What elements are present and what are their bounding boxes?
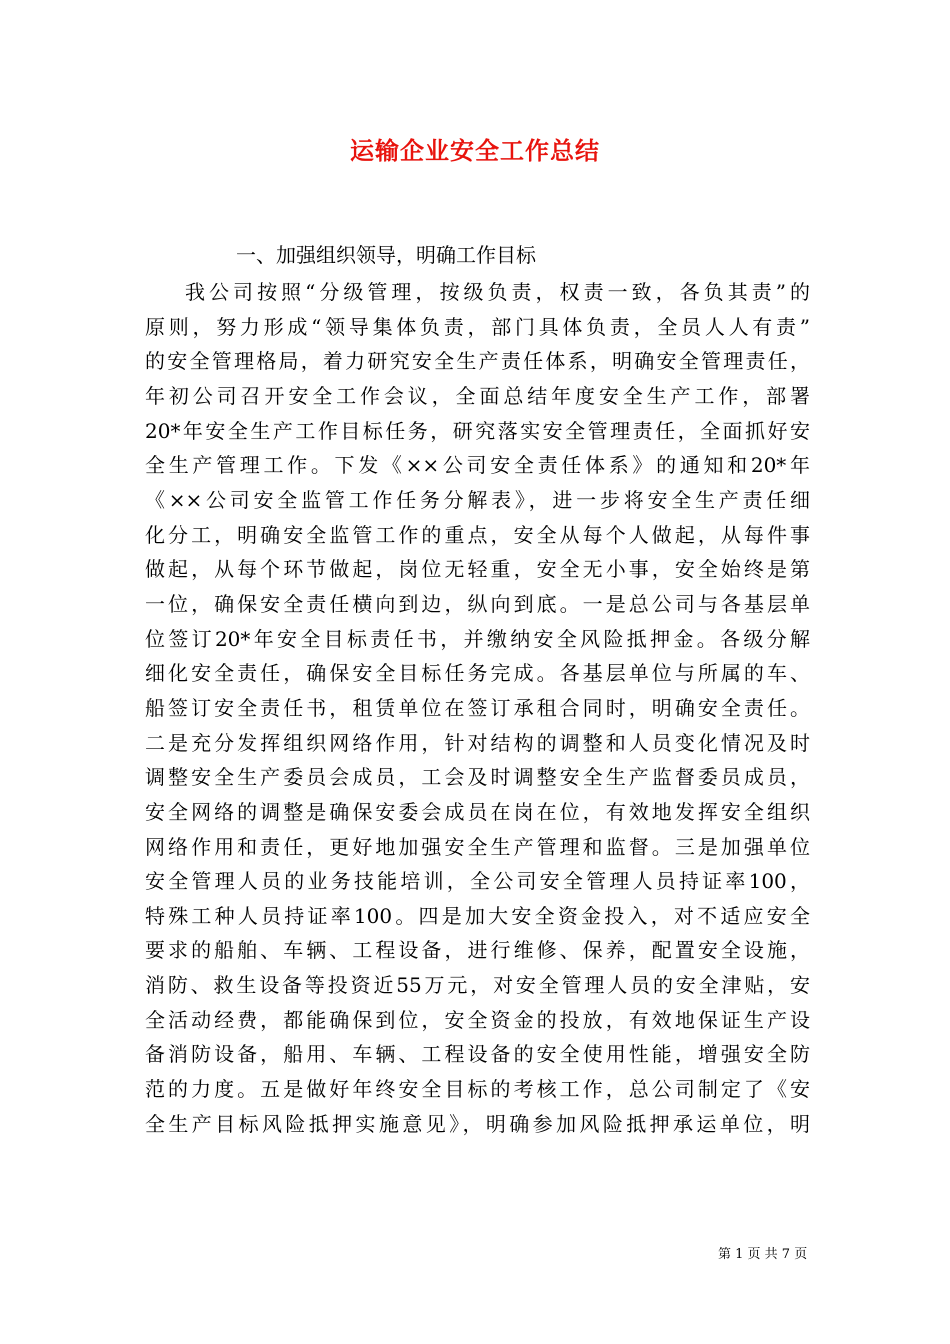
- body-line: 化分工，明确安全监管工作的重点，安全从每个人做起，从每件事: [145, 522, 810, 547]
- body-line: 《××公司安全监管工作任务分解表》，进一步将安全生产责任细: [145, 487, 810, 512]
- body-line: 一位，确保安全责任横向到边，纵向到底。一是总公司与各基层单: [145, 591, 810, 616]
- body-line: 范的力度。五是做好年终安全目标的考核工作，总公司制定了《安: [145, 1077, 810, 1102]
- body-line: 我公司按照“分级管理，按级负责，权责一致，各负其责”的: [185, 280, 810, 304]
- body-line: 安全网络的调整是确保安委会成员在岗在位，有效地发挥安全组织: [145, 799, 810, 824]
- body-line: 备消防设备，船用、车辆、工程设备的安全使用性能，增强安全防: [145, 1042, 810, 1067]
- body-line: 安全管理人员的业务技能培训，全公司安全管理人员持证率100，: [145, 869, 810, 894]
- body-line: 原则，努力形成“领导集体负责，部门具体负责，全员人人有责”: [145, 314, 810, 339]
- body-paragraph: [145, 275, 810, 1141]
- body-line: 消防、救生设备等投资近55万元，对安全管理人员的安全津贴，安: [145, 973, 810, 998]
- body-line: 二是充分发挥组织网络作用，针对结构的调整和人员变化情况及时: [145, 730, 810, 755]
- body-line: 调整安全生产委员会成员，工会及时调整安全生产监督委员成员，: [145, 765, 810, 790]
- body-line: 20*年安全生产工作目标任务，研究落实安全管理责任，全面抓好安: [145, 418, 810, 443]
- body-line: 特殊工种人员持证率100。四是加大安全资金投入，对不适应安全: [145, 903, 810, 928]
- body-line: 位签订20*年安全目标责任书，并缴纳安全风险抵押金。各级分解: [145, 626, 810, 651]
- body-line: 年初公司召开安全工作会议，全面总结年度安全生产工作，部署: [145, 383, 810, 408]
- body-line: 网络作用和责任，更好地加强安全生产管理和监督。三是加强单位: [145, 834, 810, 859]
- section-heading: 一、加强组织领导，明确工作目标: [236, 243, 536, 267]
- body-line: 全生产管理工作。下发《××公司安全责任体系》的通知和20*年: [145, 453, 810, 478]
- page-title: 运输企业安全工作总结: [350, 136, 600, 165]
- body-line: 全生产目标风险抵押实施意见》，明确参加风险抵押承运单位，明: [145, 1111, 810, 1136]
- body-line: 细化安全责任，确保安全目标任务完成。各基层单位与所属的车、: [145, 661, 810, 686]
- body-line: 的安全管理格局，着力研究安全生产责任体系，明确安全管理责任，: [145, 349, 810, 374]
- page-number-footer: 第 1 页 共 7 页: [718, 1247, 808, 1262]
- body-line: 要求的船舶、车辆、工程设备，进行维修、保养，配置安全设施，: [145, 938, 810, 963]
- body-line: 船签订安全责任书，租赁单位在签订承租合同时，明确安全责任。: [145, 695, 810, 720]
- body-line: 做起，从每个环节做起，岗位无轻重，安全无小事，安全始终是第: [145, 557, 810, 582]
- body-line: 全活动经费，都能确保到位，安全资金的投放，有效地保证生产设: [145, 1007, 810, 1032]
